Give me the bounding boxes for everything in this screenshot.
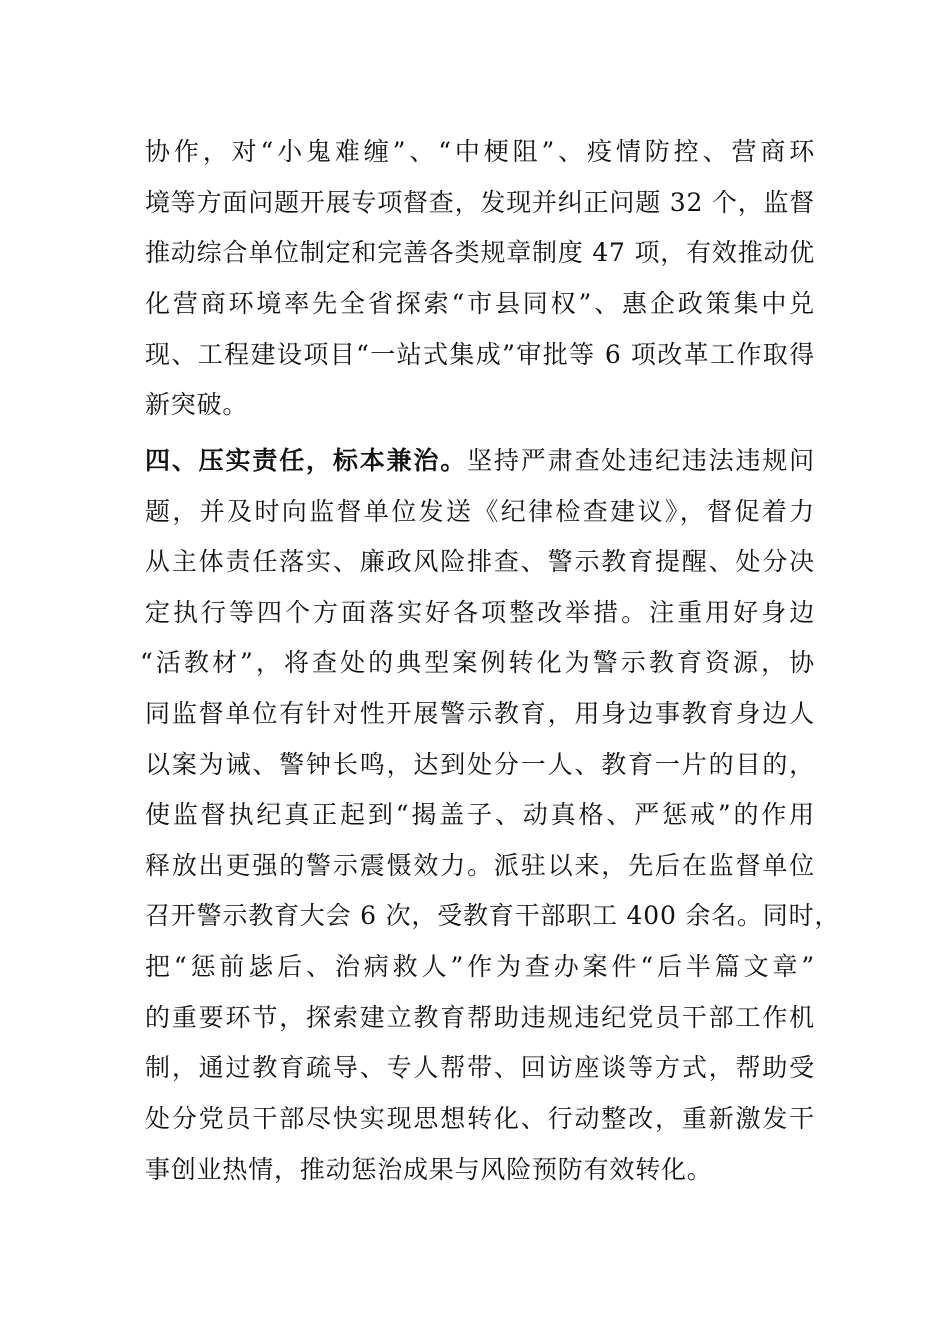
paragraph-1-line: 境等方面问题开展专项督查，发现并纠正问题 32 个，监督 bbox=[145, 188, 816, 217]
paragraph-2-line: 题，并及时向监督单位发送《纪律检查建议》，督促着力 bbox=[145, 497, 815, 526]
paragraph-2-first-line bbox=[145, 436, 815, 486]
paragraph-2-line: 以案为诫、警钟长鸣，达到处分一人、教育一片的目的， bbox=[145, 750, 815, 779]
paragraph-2-line: 使监督执纪真正起到“揭盖子、动真格、严惩戒”的作用 bbox=[145, 800, 815, 829]
paragraph-2-line: 的重要环节，探索建立教育帮助违规违纪党员干部工作机 bbox=[145, 1003, 815, 1032]
paragraph-2-line: 制，通过教育疏导、专人帮带、回访座谈等方式，帮助受 bbox=[145, 1053, 815, 1082]
paragraph-2-first-line-text: 坚持严肃查处违纪违法违规问 bbox=[467, 446, 815, 475]
paragraph-1-line: 化营商环境率先全省探索“市县同权”、惠企政策集中兑 bbox=[145, 289, 815, 318]
paragraph-1-line: 新突破。 bbox=[145, 390, 249, 419]
paragraph-2-line: 处分党员干部尽快实现思想转化、行动整改，重新激发干 bbox=[145, 1104, 815, 1133]
paragraph-2-line: 把“惩前毖后、治病救人”作为查办案件“后半篇文章” bbox=[145, 952, 815, 981]
paragraph-2-line: 召开警示教育大会 6 次，受教育干部职工 400 余名。同时， bbox=[145, 901, 841, 930]
paragraph-2-line: “活教材”，将查处的典型案例转化为警示教育资源，协 bbox=[140, 648, 815, 677]
paragraph-2-line: 定执行等四个方面落实好各项整改举措。注重用好身边 bbox=[145, 598, 815, 627]
paragraph-1-line: 协作，对“小鬼难缠”、“中梗阻”、疫情防控、营商环 bbox=[145, 137, 815, 166]
section-heading: 四、压实责任，标本兼治。 bbox=[145, 446, 468, 475]
paragraph-2-line: 事创业热情，推动惩治成果与风险预防有效转化。 bbox=[145, 1155, 713, 1184]
paragraph-1-line: 推动综合单位制定和完善各类规章制度 47 项，有效推动优 bbox=[145, 238, 816, 267]
paragraph-1-line: 现、工程建设项目“一站式集成”审批等 6 项改革工作取得 bbox=[145, 340, 815, 369]
paragraph-2-line: 同监督单位有针对性开展警示教育，用身边事教育身边人 bbox=[145, 699, 815, 728]
paragraph-2-line: 从主体责任落实、廉政风险排查、警示教育提醒、处分决 bbox=[145, 547, 815, 576]
paragraph-2-line: 释放出更强的警示震慑效力。派驻以来，先后在监督单位 bbox=[145, 851, 815, 880]
